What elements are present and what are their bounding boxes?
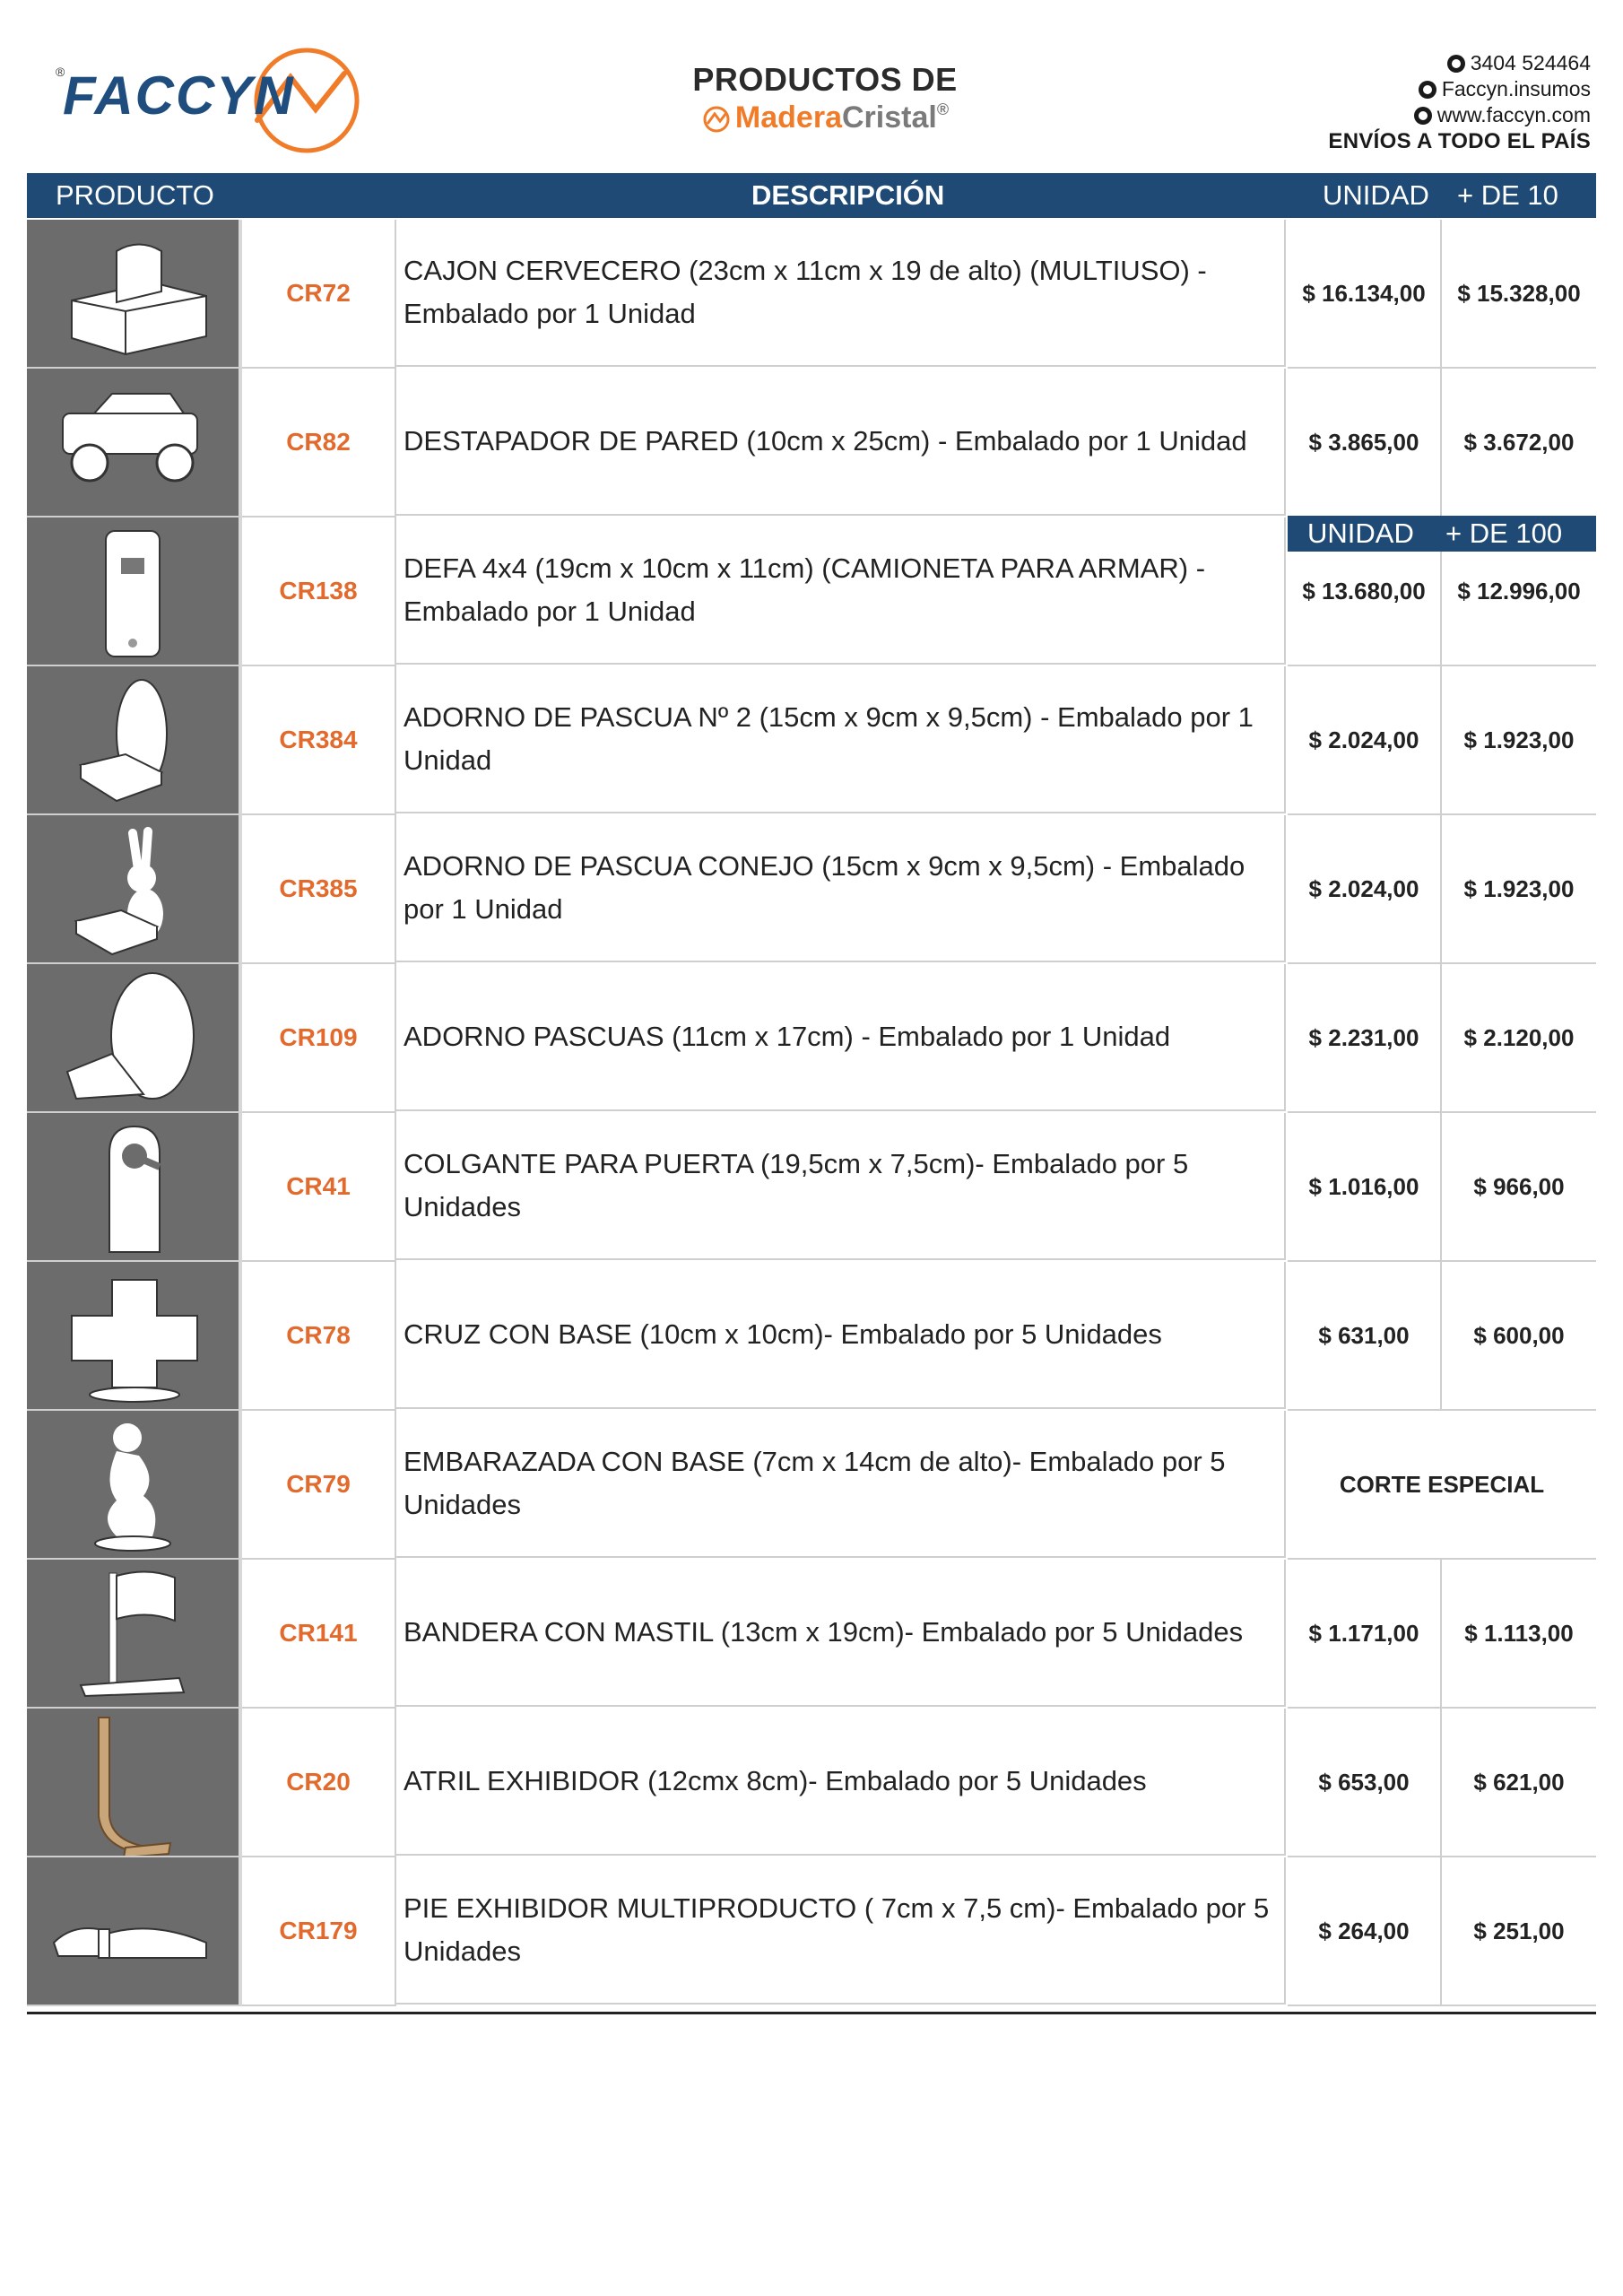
instagram-icon — [1419, 81, 1436, 99]
product-code: CR179 — [242, 1857, 396, 2006]
product-description: DESTAPADOR DE PARED (10cm x 25cm) - Embalado por 1 Unidad — [396, 369, 1286, 516]
product-image — [27, 815, 242, 964]
phone-number[interactable]: 3404 524464 — [1470, 51, 1591, 74]
shipping-note: ENVÍOS A TODO EL PAÍS — [1328, 129, 1591, 153]
product-image — [27, 369, 242, 517]
table-row — [27, 1411, 1596, 1560]
product-description: PIE EXHIBIDOR MULTIPRODUCTO ( 7cm x 7,5 cm)- Embalado por 5 Unidades — [396, 1857, 1286, 2005]
table-row — [27, 220, 1596, 369]
globe-icon — [1414, 107, 1432, 125]
col-more10: + DE 10 — [1457, 179, 1558, 211]
product-description: COLGANTE PARA PUERTA (19,5cm x 7,5cm)- Embalado por 5 Unidades — [396, 1113, 1286, 1260]
product-image — [27, 1262, 242, 1411]
unit-price: $ 631,00 — [1288, 1262, 1442, 1411]
bulk-price: $ 966,00 — [1442, 1113, 1596, 1262]
table-bottom-rule — [27, 2012, 1596, 2014]
title-cristal: Cristal — [841, 100, 937, 135]
table-row — [27, 1709, 1596, 1857]
product-code: CR385 — [242, 815, 396, 964]
bulk-price: $ 3.672,00 — [1442, 369, 1596, 517]
product-code: CR72 — [242, 220, 396, 369]
product-description: ADORNO DE PASCUA CONEJO (15cm x 9cm x 9,5cm) - Embalado por 1 Unidad — [396, 815, 1286, 962]
sub-unit: UNIDAD — [1307, 517, 1414, 549]
product-code: CR20 — [242, 1709, 396, 1857]
unit-price: $ 2.024,00 — [1288, 666, 1442, 815]
cross-icon — [27, 1262, 239, 1409]
product-image — [27, 517, 242, 666]
bulk-price: $ 621,00 — [1442, 1709, 1596, 1857]
product-image — [27, 964, 242, 1113]
pregnant-silhouette-icon — [27, 1411, 239, 1558]
table-row — [27, 815, 1596, 964]
unit-price: $ 653,00 — [1288, 1709, 1442, 1857]
bulk-price: $ 600,00 — [1442, 1262, 1596, 1411]
box-crate-icon — [27, 220, 239, 367]
sub-more100: + DE 100 — [1445, 517, 1563, 549]
special-price-note: CORTE ESPECIAL — [1288, 1411, 1596, 1560]
product-image — [27, 1709, 242, 1857]
product-description: EMBARAZADA CON BASE (7cm x 14cm de alto)- Embalado por 5 Unidades — [396, 1411, 1286, 1558]
product-description: ADORNO PASCUAS (11cm x 17cm) - Embalado por 1 Unidad — [396, 964, 1286, 1111]
col-description: DESCRIPCIÓN — [751, 179, 945, 211]
bulk-price: $ 1.923,00 — [1442, 815, 1596, 964]
product-image — [27, 220, 242, 369]
brand-name: FACCYN — [63, 65, 295, 126]
bulk-price: $ 251,00 — [1442, 1857, 1596, 2006]
display-stand-icon — [27, 1857, 239, 2005]
registered-mark: ® — [56, 65, 65, 79]
table-row — [27, 369, 1596, 517]
product-code: CR138 — [242, 517, 396, 666]
unit-price: $ 1.016,00 — [1288, 1113, 1442, 1262]
title-reg: ® — [936, 100, 950, 118]
unit-price: $ 13.680,00 — [1288, 517, 1442, 666]
bulk-price: $ 15.328,00 — [1442, 220, 1596, 369]
product-image — [27, 666, 242, 815]
unit-price: $ 1.171,00 — [1288, 1560, 1442, 1709]
product-image — [27, 1857, 242, 2006]
bulk-price: $ 1.113,00 — [1442, 1560, 1596, 1709]
table-row — [27, 1262, 1596, 1411]
unit-price: $ 3.865,00 — [1288, 369, 1442, 517]
product-image — [27, 1411, 242, 1560]
table-row — [27, 1560, 1596, 1709]
unit-price: $ 2.024,00 — [1288, 815, 1442, 964]
easel-icon — [27, 1709, 239, 1856]
bulk-price: $ 2.120,00 — [1442, 964, 1596, 1113]
egg-stand-icon — [27, 964, 239, 1111]
title-line1: PRODUCTOS DE — [692, 61, 958, 98]
title-brand-line — [664, 100, 986, 135]
madera-cristal-logo-icon — [701, 106, 732, 133]
table-row — [27, 1113, 1596, 1262]
product-description: ADORNO DE PASCUA Nº 2 (15cm x 9cm x 9,5cm) - Embalado por 1 Unidad — [396, 666, 1286, 813]
product-image — [27, 1113, 242, 1262]
product-image — [27, 1560, 242, 1709]
bunny-box-icon — [27, 815, 239, 962]
product-code: CR384 — [242, 666, 396, 815]
catalog-title — [664, 61, 986, 135]
bulk-price: $ 1.923,00 — [1442, 666, 1596, 815]
table-row — [27, 964, 1596, 1113]
product-description: ATRIL EXHIBIDOR (12cmx 8cm)- Embalado por 5 Unidades — [396, 1709, 1286, 1856]
bottle-opener-icon — [27, 517, 239, 665]
door-hanger-icon — [27, 1113, 239, 1260]
product-description: CAJON CERVECERO (23cm x 11cm x 19 de alto) (MULTIUSO) - Embalado por 1 Unidad — [396, 220, 1286, 367]
website-link[interactable]: www.faccyn.com — [1436, 103, 1591, 126]
bulk-price: $ 12.996,00 — [1442, 517, 1596, 666]
unit-price: $ 16.134,00 — [1288, 220, 1442, 369]
table-row — [27, 1857, 1596, 2006]
instagram-handle[interactable]: Faccyn.insumos — [1441, 77, 1591, 100]
product-description: CRUZ CON BASE (10cm x 10cm)- Embalado por 5 Unidades — [396, 1262, 1286, 1409]
unit-price: $ 264,00 — [1288, 1857, 1442, 2006]
product-code: CR109 — [242, 964, 396, 1113]
col-product: PRODUCTO — [56, 179, 214, 211]
price-subheader — [1288, 516, 1596, 552]
contact-block — [1328, 50, 1591, 154]
unit-price: $ 2.231,00 — [1288, 964, 1442, 1113]
product-description: DEFA 4x4 (19cm x 10cm x 11cm) (CAMIONETA PARA ARMAR) - Embalado por 1 Unidad — [396, 517, 1286, 665]
whatsapp-icon — [1447, 55, 1465, 73]
title-madera: Madera — [734, 100, 842, 135]
toy-truck-icon — [27, 369, 239, 516]
table-header — [27, 173, 1596, 218]
product-code: CR79 — [242, 1411, 396, 1560]
product-code: CR41 — [242, 1113, 396, 1262]
product-code: CR141 — [242, 1560, 396, 1709]
egg-box-icon — [27, 666, 239, 813]
product-description: BANDERA CON MASTIL (13cm x 19cm)- Embalado por 5 Unidades — [396, 1560, 1286, 1707]
product-code: CR78 — [242, 1262, 396, 1411]
flag-icon — [27, 1560, 239, 1707]
table-row — [27, 666, 1596, 815]
col-unit: UNIDAD — [1323, 179, 1429, 211]
faccyn-logo — [56, 47, 378, 163]
product-code: CR82 — [242, 369, 396, 517]
